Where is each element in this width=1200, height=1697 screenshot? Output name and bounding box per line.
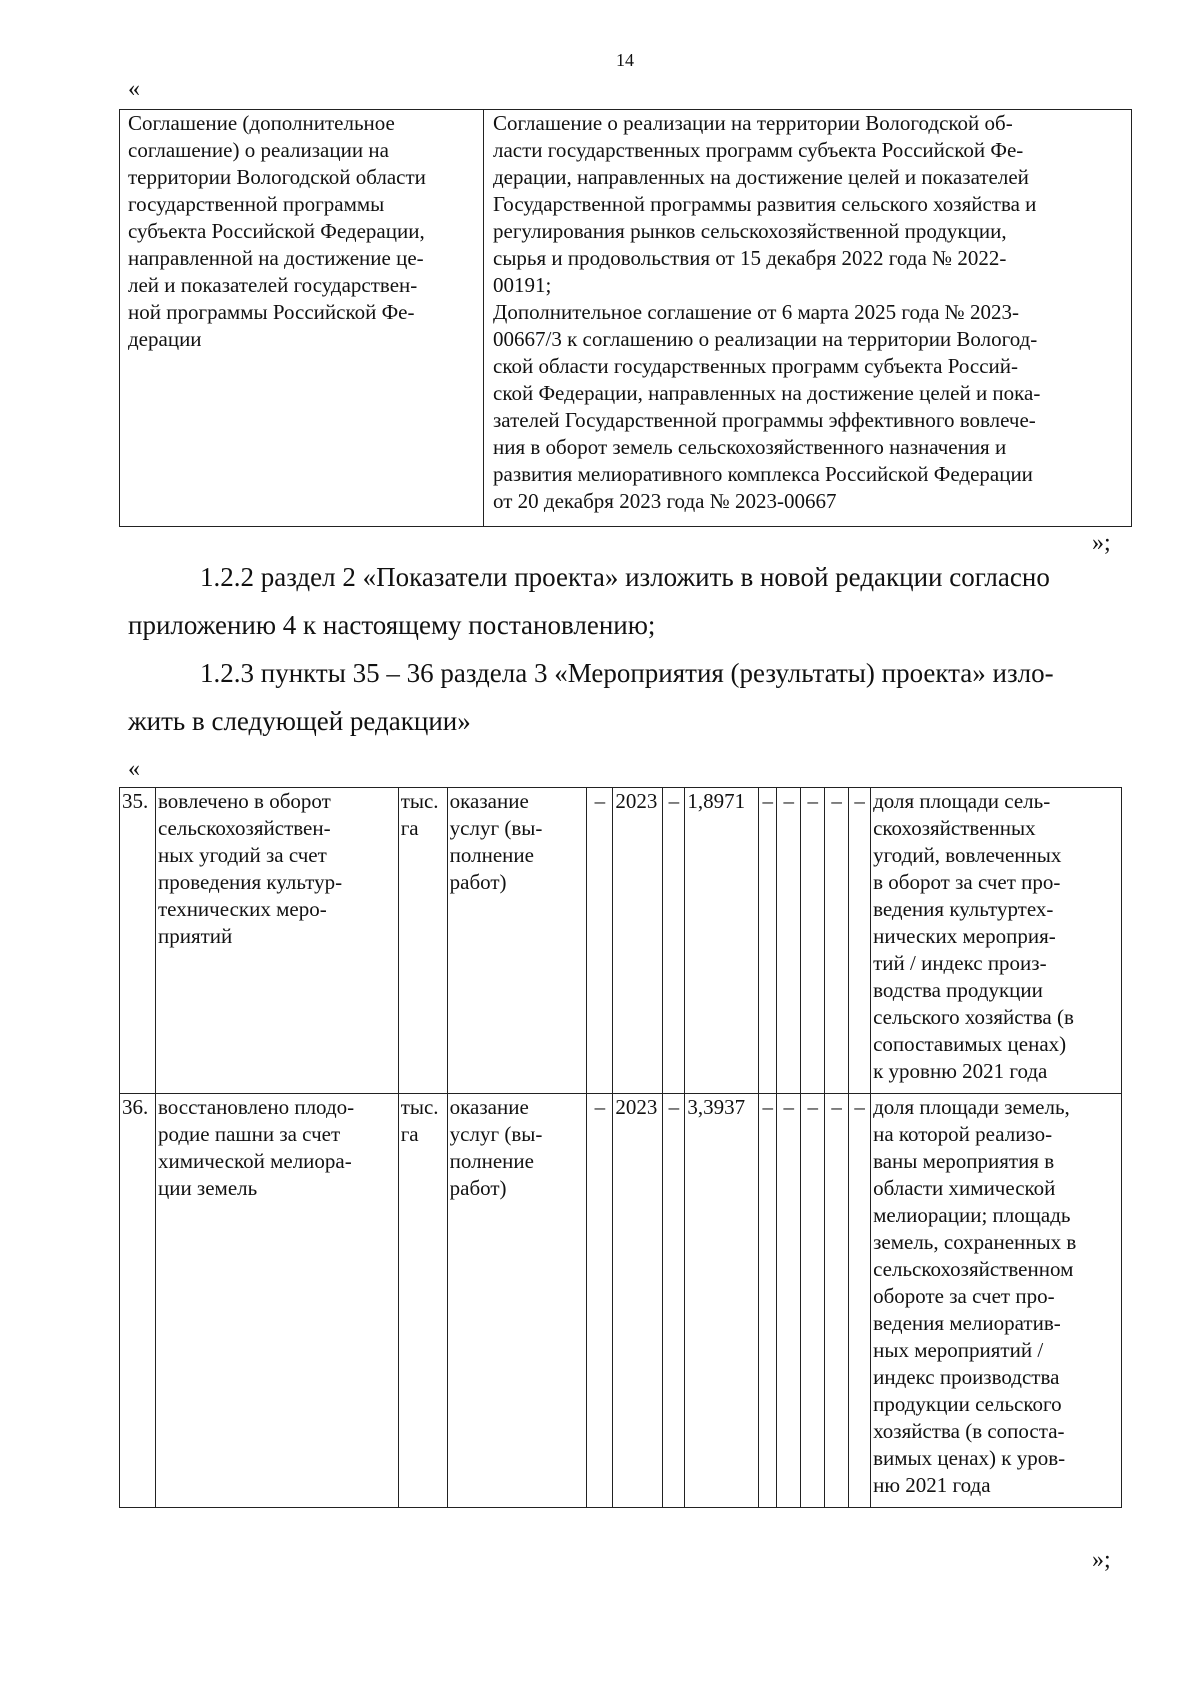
row-number: 35. — [120, 788, 156, 1094]
table-row — [120, 788, 1122, 1094]
measure-type: оказание услуг (вы- полнение работ) — [447, 1094, 587, 1508]
unit: тыс. га — [398, 788, 447, 1094]
agreement-table — [119, 109, 1132, 527]
dash-cell: – — [587, 788, 613, 1094]
page-number: 14 — [616, 50, 634, 70]
linked-indicator: доля площади земель, на которой реализо- ваны мероприятия в области химической мелиорации; площадь земель, сохраненных в сельскохозяйственном обороте за счет про- ведения мелиоратив- ных мероприятий / индекс производства продукции сельского хозяйства (в сопоста- вимых ценах) к уров- ню 2021 года — [871, 1094, 1122, 1508]
open-quote-2: « — [128, 756, 140, 782]
agreement-right-cell: Соглашение о реализации на территории Вологодской об- ласти государственных программ субъекта Российской Фе- дерации, направленных на достижение целей и показателей Государственной программы развития сельского хозяйства и регулирования рынков сельскохозяйственной продукции, сырья и продовольствия от 15 декабря 2022 года № 2022- 00191; Дополнительное соглашение от 6 марта 2025 года № 2023- 00667/3 к соглашению о реализации на территории Вологод- ской области государственных программ субъекта Россий- ской Федерации, направленных на достижение целей и пока- зателей Государственной программы эффективного вовлече- ния в оборот земель сельскохозяйственного назначения и развития мелиоративного комплекса Российской Федерации от 20 декабря 2023 года № 2023-00667 — [493, 111, 1041, 513]
paragraph-2-line-2: жить в следующей редакции» — [128, 706, 471, 736]
base-year: 2023 — [613, 788, 663, 1094]
measures-table — [119, 787, 1122, 1508]
linked-indicator: доля площади сель- скохозяйственных угодий, вовлеченных в оборот за счет про- ведения культуртех- нических мероприя- тий / индекс произ- водства продукции сельского хозяйства (в сопоставимых ценах) к уровню 2021 года — [871, 788, 1122, 1094]
paragraph-1-line-2: приложению 4 к настоящему постановлению; — [128, 610, 656, 640]
dash-cell: – — [759, 1094, 777, 1508]
dash-cell: – — [587, 1094, 613, 1508]
measure-name: вовлечено в оборот сельскохозяйствен- ных угодий за счет проведения культур- технических меро- приятий — [155, 788, 398, 1094]
value: 1,8971 — [685, 788, 759, 1094]
dash-cell: – — [663, 1094, 685, 1508]
measure-name: восстановлено плодо- родие пашни за счет химической мелиора- ции земель — [155, 1094, 398, 1508]
agreement-left-cell: Соглашение (дополнительное соглашение) о реализации на территории Вологодской области государственной программы субъекта Российской Федерации, направленной на достижение це- лей и показателей государствен- ной программы Российской Фе- дерации — [128, 111, 426, 351]
base-year: 2023 — [613, 1094, 663, 1508]
paragraph-2-line-1: 1.2.3 пункты 35 – 36 раздела 3 «Мероприятия (результаты) проекта» изло- — [200, 658, 1054, 688]
dash-cell: – — [777, 1094, 801, 1508]
close-quote-2: »; — [1092, 1547, 1111, 1573]
paragraph-1-line-1: 1.2.2 раздел 2 «Показатели проекта» изложить в новой редакции согласно — [200, 562, 1050, 592]
dash-cell: – — [825, 1094, 849, 1508]
dash-cell: – — [777, 788, 801, 1094]
dash-cell: – — [825, 788, 849, 1094]
dash-cell: – — [759, 788, 777, 1094]
dash-cell: – — [849, 1094, 871, 1508]
value: 3,3937 — [685, 1094, 759, 1508]
close-quote-1: »; — [1092, 530, 1111, 556]
dash-cell: – — [801, 788, 825, 1094]
measure-type: оказание услуг (вы- полнение работ) — [447, 788, 587, 1094]
dash-cell: – — [801, 1094, 825, 1508]
dash-cell: – — [849, 788, 871, 1094]
unit: тыс. га — [398, 1094, 447, 1508]
row-number: 36. — [120, 1094, 156, 1508]
table-row — [120, 1094, 1122, 1508]
open-quote-1: « — [128, 76, 140, 102]
dash-cell: – — [663, 788, 685, 1094]
agreement-divider — [483, 110, 484, 526]
